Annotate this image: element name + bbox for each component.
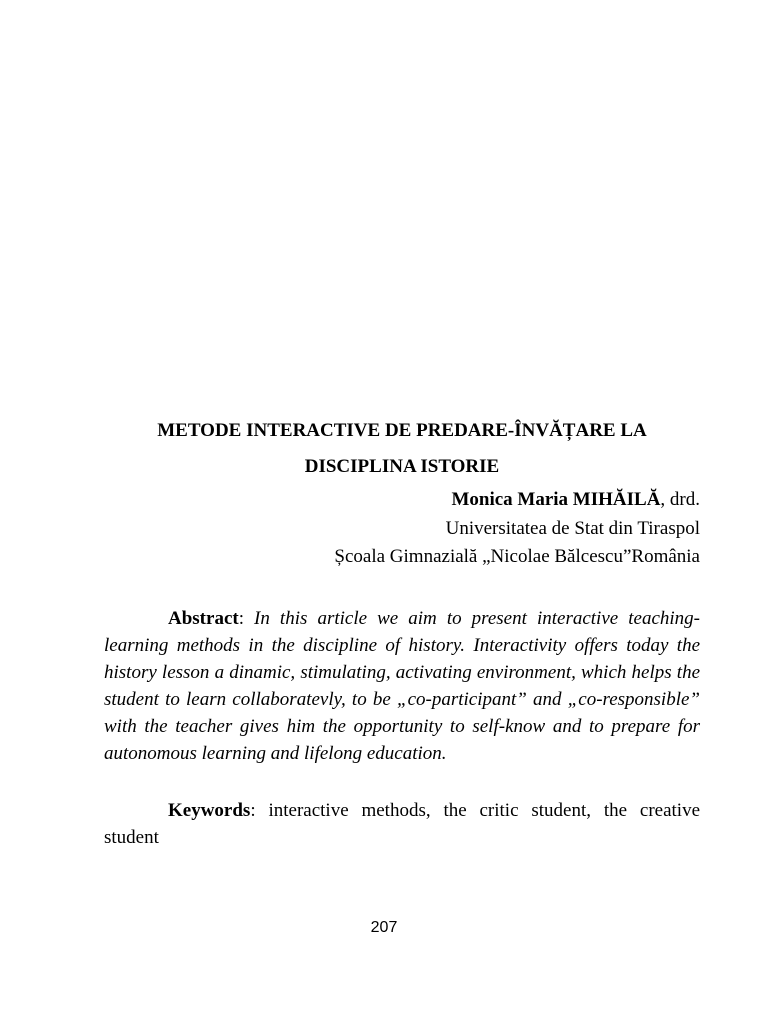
author-suffix: , drd. <box>660 489 700 510</box>
keywords-label: Keywords <box>168 800 251 821</box>
page-number: 207 <box>370 919 398 936</box>
author-name: Monica Maria MIHĂILĂ <box>451 489 661 510</box>
abstract-text: In this article we aim to present interactive teaching-learning methods in the discipline of history. Interactivity offers today the history lesson a dinamic, stimulating, activating environment, which helps the student to learn collaboratevly, to be „co-participant” and „co-responsible” with the teacher gives him the opportunity to self-know and to prepare for autonomous learning and lifelong education. <box>104 608 701 764</box>
title-line-2: DISCIPLINA ISTORIE <box>304 456 500 477</box>
affiliation-university: Universitatea de Stat din Tiraspol <box>445 518 700 539</box>
abstract-label: Abstract <box>168 608 239 629</box>
keywords-text: interactive methods, the critic student, the creative student <box>104 800 701 848</box>
abstract-paragraph <box>104 605 700 767</box>
author-line <box>104 488 700 512</box>
keywords-paragraph <box>104 797 700 851</box>
keywords-separator: : <box>250 800 269 821</box>
title-line-1: METODE INTERACTIVE DE PREDARE-ÎNVĂȚARE LA <box>157 420 647 441</box>
abstract-separator: : <box>238 608 255 629</box>
affiliation-school: Școala Gimnazială „Nicolae Bălcescu”România <box>334 546 700 567</box>
